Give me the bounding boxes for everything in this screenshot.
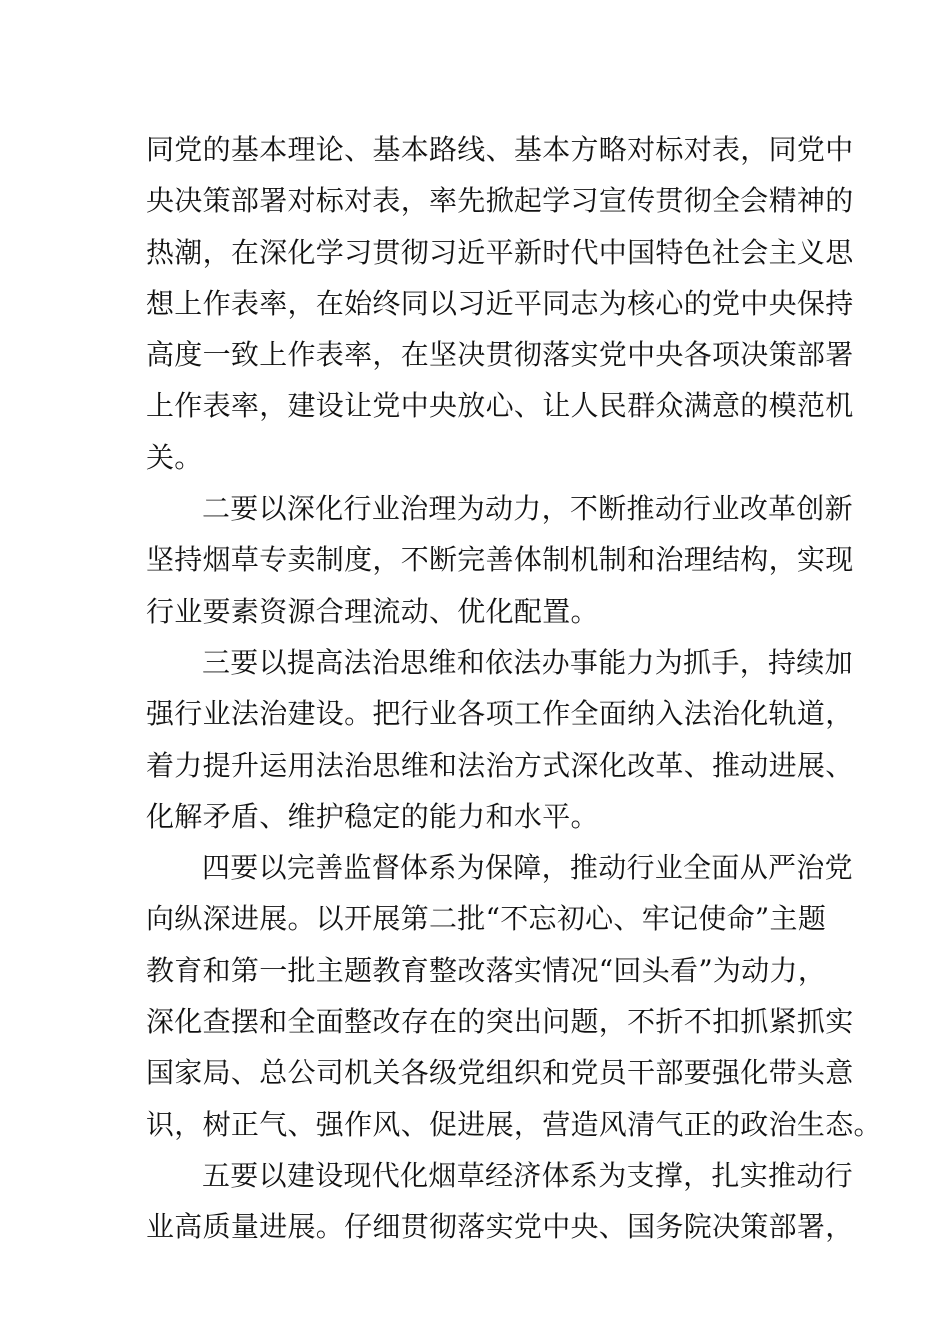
text-line: 强行业法治建设。把行业各项工作全面纳入法治化轨道， bbox=[146, 697, 854, 731]
text-line: 二要以深化行业治理为动力，不断推动行业改革创新 bbox=[202, 492, 853, 526]
text-line: 央决策部署对标对表，率先掀起学习宣传贯彻全会精神的 bbox=[146, 184, 854, 218]
text-line: 行业要素资源合理流动、优化配置。 bbox=[146, 594, 599, 628]
text-line: 国家局、总公司机关各级党组织和党员干部要强化带头意 bbox=[146, 1056, 854, 1090]
text-line: 高度一致上作表率，在坚决贯彻落实党中央各项决策部署 bbox=[146, 338, 854, 372]
text-line: 业高质量进展。仔细贯彻落实党中央、国务院决策部署， bbox=[146, 1210, 854, 1244]
text-line: 关。 bbox=[146, 440, 203, 474]
text-line: 坚持烟草专卖制度，不断完善体制机制和治理结构，实现 bbox=[146, 543, 854, 577]
text-line: 教育和第一批主题教育整改落实情况“回头看”为动力， bbox=[146, 953, 827, 987]
text-line: 五要以建设现代化烟草经济体系为支撑，扎实推动行 bbox=[202, 1158, 853, 1192]
text-line: 三要以提高法治思维和依法办事能力为抓手，持续加 bbox=[202, 645, 853, 679]
text-line: 向纵深进展。以开展第二批“不忘初心、牢记使命”主题 bbox=[146, 902, 827, 936]
text-line: 四要以完善监督体系为保障，推动行业全面从严治党 bbox=[202, 851, 853, 885]
text-line: 热潮，在深化学习贯彻习近平新时代中国特色社会主义思 bbox=[146, 235, 854, 269]
text-line: 着力提升运用法治思维和法治方式深化改革、推动进展、 bbox=[146, 748, 854, 782]
text-line: 想上作表率，在始终同以习近平同志为核心的党中央保持 bbox=[146, 286, 854, 320]
text-line: 化解矛盾、维护稳定的能力和水平。 bbox=[146, 799, 599, 833]
text-line: 同党的基本理论、基本路线、基本方略对标对表，同党中 bbox=[146, 133, 854, 166]
text-line: 深化查摆和全面整改存在的突出问题，不折不扣抓紧抓实 bbox=[146, 1005, 854, 1039]
text-line: 识，树正气、强作风、促进展，营造风清气正的政治生态。 bbox=[146, 1107, 882, 1141]
document-body bbox=[146, 124, 882, 1253]
text-line: 上作表率，建设让党中央放心、让人民群众满意的模范机 bbox=[146, 389, 854, 423]
